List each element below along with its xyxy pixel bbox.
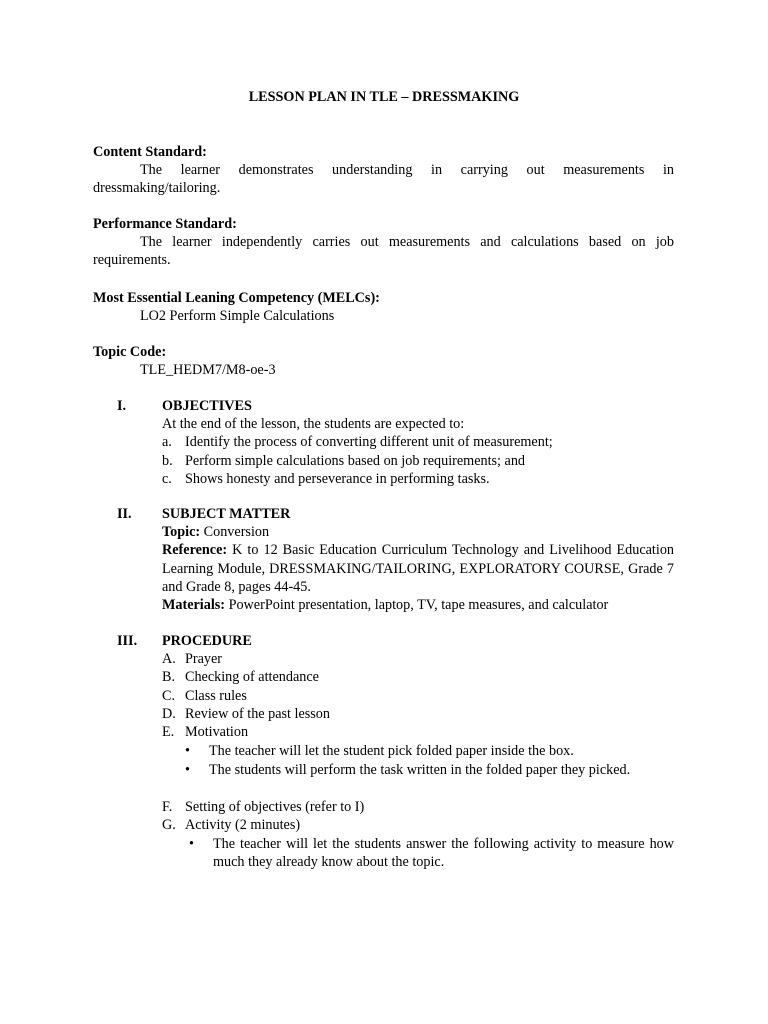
list-item: • The students will perform the task written in the folded paper they picked. xyxy=(185,762,631,779)
bullet-icon: • xyxy=(189,836,194,853)
performance-standard-heading: Performance Standard: xyxy=(93,216,237,232)
melcs-heading: Most Essential Leaning Competency (MELCs): xyxy=(93,290,380,306)
content-standard-heading: Content Standard: xyxy=(93,144,207,160)
performance-standard-text: The learner independently carries out measurements and calculations based on job requirements. xyxy=(93,234,674,269)
procedure-heading: PROCEDURE xyxy=(162,633,252,649)
list-item: a. Identify the process of converting different unit of measurement; xyxy=(162,434,553,451)
procedure-section xyxy=(117,632,674,871)
materials-label: Materials: xyxy=(162,597,226,614)
content-standard-text: The learner demonstrates understanding in carrying out measurements in dressmaking/tailoring. xyxy=(93,162,674,197)
objectives-heading: OBJECTIVES xyxy=(162,398,252,414)
objectives-intro: At the end of the lesson, the students are expected to: xyxy=(162,416,465,433)
topic-label: Topic: xyxy=(162,524,201,541)
list-item: F. Setting of objectives (refer to I) xyxy=(162,798,365,815)
list-item: A. Prayer xyxy=(162,651,223,668)
list-item: C. Class rules xyxy=(162,687,247,704)
materials-line xyxy=(162,596,674,614)
section-number: I. xyxy=(117,398,127,414)
performance-standard-section xyxy=(93,215,674,270)
list-item: E. Motivation xyxy=(162,724,249,741)
materials-value: PowerPoint presentation, laptop, TV, tape measures, and calculator xyxy=(228,597,609,614)
topic-line xyxy=(162,523,674,541)
reference-label: Reference: xyxy=(162,542,228,559)
subject-matter-heading: SUBJECT MATTER xyxy=(162,506,291,522)
melcs-text: LO2 Perform Simple Calculations xyxy=(140,308,335,325)
list-item: b. Perform simple calculations based on job requirements; and xyxy=(162,452,526,469)
topic-value: Conversion xyxy=(203,524,270,541)
list-item: • The teacher will let the students answer the following activity to measure how much they already know about the topic. xyxy=(189,836,674,871)
section-number: II. xyxy=(117,506,132,522)
list-item: • The teacher will let the student pick folded paper inside the box. xyxy=(185,743,574,760)
section-number: III. xyxy=(117,633,138,649)
objectives-section xyxy=(117,397,674,488)
reference-value: K to 12 Basic Education Curriculum Technology and Livelihood Education Learning Module, DRESSMAKING/TAILORING, EXPLORATORY COURSE, Grade 7 and Grade 8, pages 44-45. xyxy=(162,542,675,595)
list-item: B. Checking of attendance xyxy=(162,669,319,686)
subject-matter-section xyxy=(117,505,674,614)
content-standard-section xyxy=(93,143,674,198)
bullet-icon: • xyxy=(185,743,190,760)
list-item: c. Shows honesty and perseverance in performing tasks. xyxy=(162,470,490,487)
reference-line xyxy=(162,541,674,596)
topic-code-section xyxy=(93,343,674,379)
melcs-section xyxy=(93,289,674,325)
list-item: D. Review of the past lesson xyxy=(162,705,330,722)
topic-code-text: TLE_HEDM7/M8-oe-3 xyxy=(140,362,276,379)
topic-code-heading: Topic Code: xyxy=(93,344,167,360)
list-item: G. Activity (2 minutes) xyxy=(162,816,301,833)
page-title: LESSON PLAN IN TLE – DRESSMAKING xyxy=(248,89,520,105)
bullet-icon: • xyxy=(185,762,190,779)
